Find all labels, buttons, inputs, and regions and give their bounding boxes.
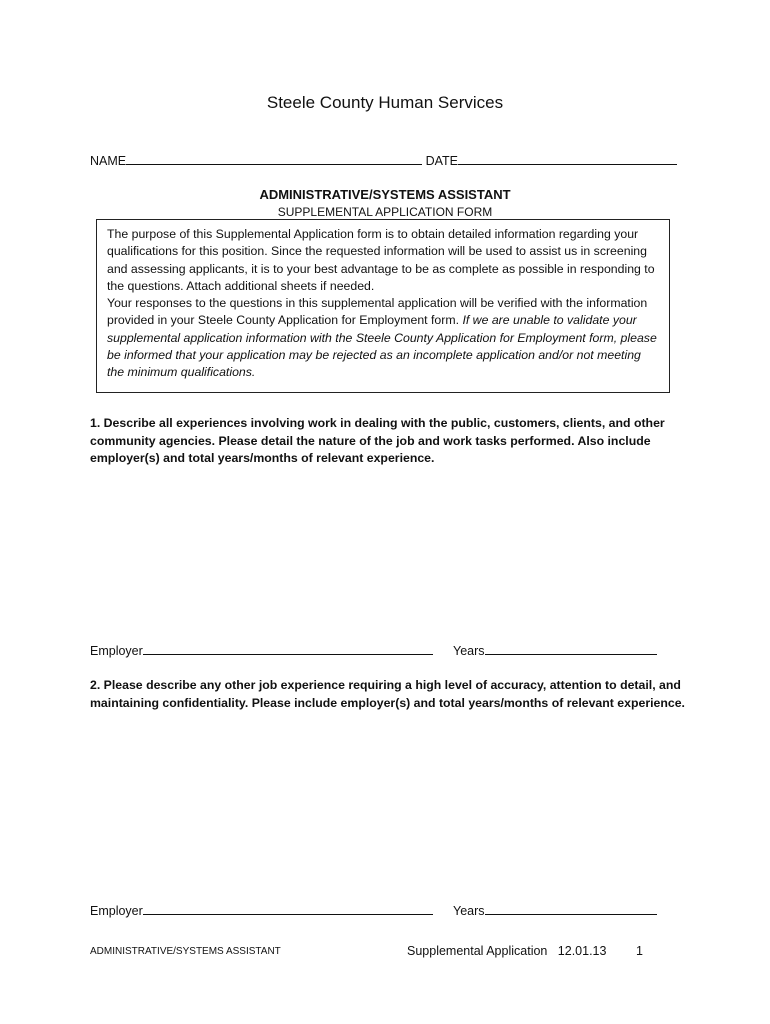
instructions-paragraph-2-normal: Your responses to the questions in this supplemental application will be verified with the information provided in your Steele County Application for Employment form.: [107, 296, 648, 328]
years-label: Years: [453, 644, 485, 658]
form-heading: ADMINISTRATIVE/SYSTEMS ASSISTANT: [259, 187, 511, 202]
years-label: Years: [453, 904, 485, 918]
instructions-paragraph-2: [107, 295, 659, 381]
question-2-text: 2. Please describe any other job experience requiring a high level of accuracy, attention to detail, and maintaining confidentiality. Please include employer(s) and total years/months of relevant experience.: [90, 678, 685, 710]
form-subheading: SUPPLEMENTAL APPLICATION FORM: [277, 205, 493, 219]
question-2-employer-row: [90, 902, 433, 918]
employer-label: Employer: [90, 904, 143, 918]
instructions-paragraph-2-italic: If we are unable to validate your supplemental application information with the Steele County Application for Employment form, please be informed that your application may be rejected as an incomplete application and/or not meeting the minimum qualifications.: [107, 313, 657, 380]
years-field[interactable]: [485, 642, 657, 655]
question-1-employer-row: [90, 642, 433, 658]
question-1-text: 1. Describe all experiences involving work in dealing with the public, customers, clients, and other community agencies. Please detail the nature of the job and work tasks performed. Also include employer(s) and total years/months of relevant experience.: [90, 416, 665, 465]
employer-field[interactable]: [143, 642, 433, 655]
name-label: NAME: [90, 154, 127, 168]
footer-document-info: Supplemental Application 12.01.13: [407, 944, 607, 958]
date-label: DATE: [425, 154, 459, 168]
date-field[interactable]: [458, 152, 677, 165]
question-1-years-row: [453, 642, 657, 658]
name-field[interactable]: [126, 152, 422, 165]
page-number: 1: [636, 944, 643, 958]
name-date-row: [90, 152, 677, 168]
years-field[interactable]: [485, 902, 657, 915]
instructions-paragraph-1: The purpose of this Supplemental Application form is to obtain detailed information regarding your qualifications for this position. Since the requested information will be used to assist us in screening and assessing applicants, it is to your best advantage to be as complete as possible in responding to the questions. Attach additional sheets if needed.: [107, 227, 655, 293]
instructions-box: [96, 219, 670, 393]
employer-label: Employer: [90, 644, 143, 658]
footer-position-title: ADMINISTRATIVE/SYSTEMS ASSISTANT: [90, 946, 281, 957]
employer-field[interactable]: [143, 902, 433, 915]
page-title: Steele County Human Services: [266, 93, 504, 112]
question-2-years-row: [453, 902, 657, 918]
